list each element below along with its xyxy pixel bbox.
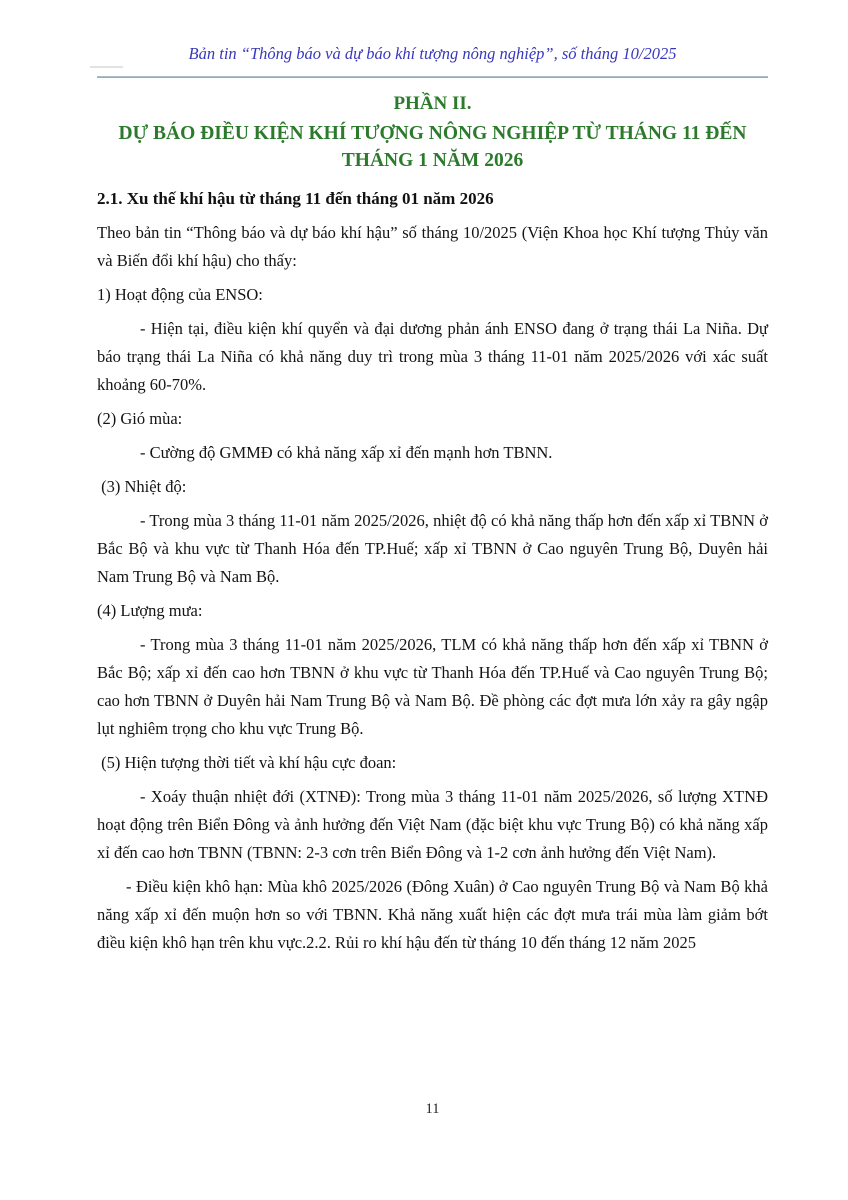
header-running-title: Bản tin “Thông báo và dự báo khí tượng nông nghiệp”, số tháng 10/2025 xyxy=(188,44,677,63)
main-title: DỰ BÁO ĐIỀU KIỆN KHÍ TƯỢNG NÔNG NGHIỆP TỪ THÁNG 11 ĐẾN THÁNG 1 NĂM 2026 xyxy=(118,123,747,171)
section-heading-2-1: 2.1. Xu thế khí hậu từ tháng 11 đến tháng 01 năm 2026 xyxy=(97,189,494,208)
paragraph: (2) Gió mùa: xyxy=(97,409,183,428)
paragraph: - Trong mùa 3 tháng 11-01 năm 2025/2026, nhiệt độ có khả năng thấp hơn đến xấp xỉ TBNN ở Bắc Bộ và khu vực từ Thanh Hóa đến TP.Huế; xấp xỉ TBNN ở Cao nguyên Trung Bộ, Duyên hải Nam Trung Bộ và Nam Bộ. xyxy=(97,511,773,586)
paragraph: 1) Hoạt động của ENSO: xyxy=(97,285,263,304)
paragraph-list xyxy=(97,219,773,957)
document-body xyxy=(97,92,773,957)
paragraph: - Cường độ GMMĐ có khả năng xấp xỉ đến mạnh hơn TBNN. xyxy=(140,443,553,462)
paragraph: (5) Hiện tượng thời tiết và khí hậu cực đoan: xyxy=(97,753,397,772)
page-number: 11 xyxy=(425,1101,440,1117)
header-divider-rule xyxy=(97,76,768,78)
part-heading: PHẦN II. xyxy=(393,93,472,114)
paragraph: - Hiện tại, điều kiện khí quyển và đại dương phản ánh ENSO đang ở trạng thái La Niña. Dự báo trạng thái La Niña có khả năng duy trì trong mùa 3 tháng 11-01 năm 2025/2026 với xác suất khoảng 60-70%. xyxy=(97,319,773,394)
paragraph: Theo bản tin “Thông báo và dự báo khí hậu” số tháng 10/2025 (Viện Khoa học Khí tượng Thủy văn và Biến đổi khí hậu) cho thấy: xyxy=(97,223,773,270)
paragraph: - Trong mùa 3 tháng 11-01 năm 2025/2026, TLM có khả năng thấp hơn đến xấp xỉ TBNN ở Bắc Bộ; xấp xỉ đến cao hơn TBNN ở khu vực từ Thanh Hóa đến TP.Huế và Cao nguyên Trung Bộ; cao hơn TBNN ở Duyên hải Nam Trung Bộ và Nam Bộ. Đề phòng các đợt mưa lớn xảy ra gây ngập lụt nghiêm trọng cho khu vực Trung Bộ. xyxy=(97,635,773,738)
paragraph: - Điều kiện khô hạn: Mùa khô 2025/2026 (Đông Xuân) ở Cao nguyên Trung Bộ và Nam Bộ khả năng xấp xỉ đến muộn hơn so với TBNN. Khả năng xuất hiện các đợt mưa trái mùa làm giảm bớt điều kiện khô hạn trên khu vực.2.2. Rủi ro khí hậu đến từ tháng 10 đến tháng 12 năm 2025 xyxy=(97,877,773,952)
paragraph: - Xoáy thuận nhiệt đới (XTNĐ): Trong mùa 3 tháng 11-01 năm 2025/2026, số lượng XTNĐ hoạt động trên Biển Đông và ảnh hưởng đến Việt Nam (đặc biệt khu vực Trung Bộ) có khả năng xấp xỉ đến cao hơn TBNN (TBNN: 2-3 cơn trên Biển Đông và 1-2 cơn ảnh hưởng đến Việt Nam). xyxy=(97,787,773,862)
header-artifact-line xyxy=(90,66,123,68)
page-header xyxy=(97,44,768,78)
paragraph: (3) Nhiệt độ: xyxy=(97,477,187,496)
paragraph: (4) Lượng mưa: xyxy=(97,601,203,620)
